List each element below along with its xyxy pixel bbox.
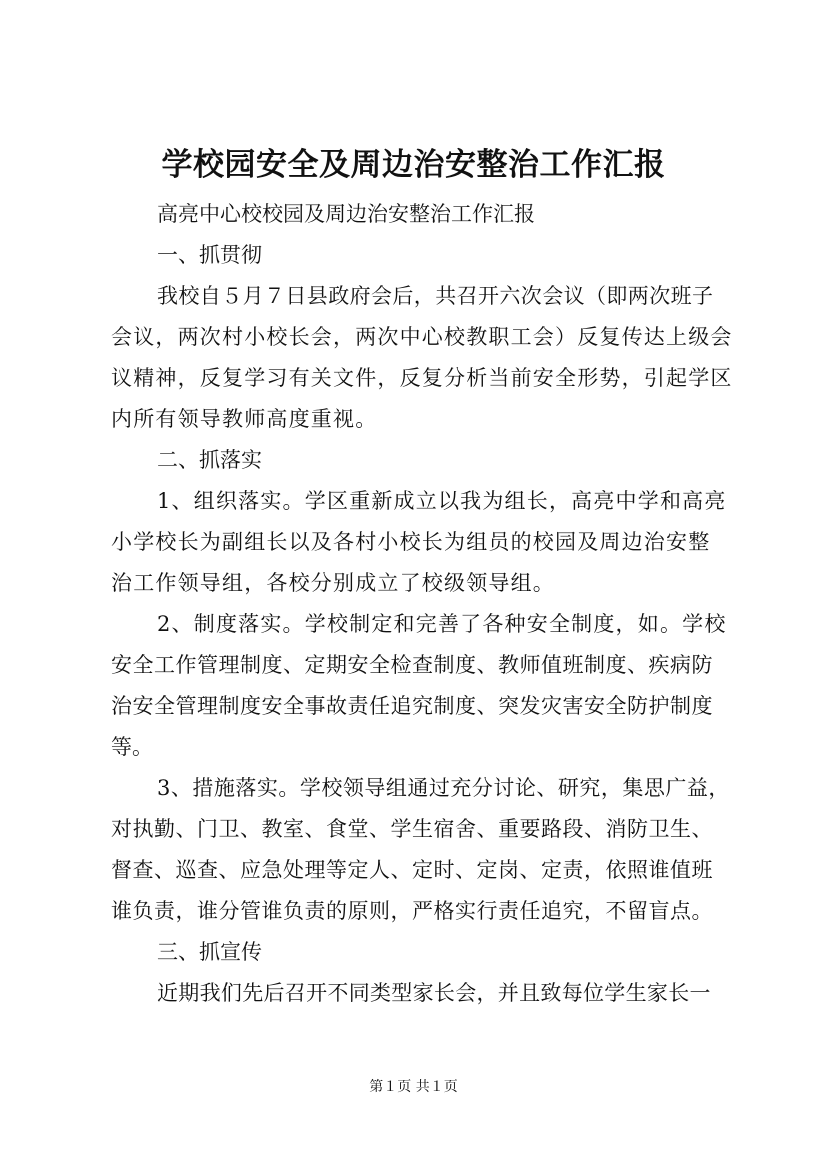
text-line: 督查、巡查、应急处理等定人、定时、定岗、定责，依照谁值班 bbox=[111, 858, 713, 882]
paragraph-heading-2 bbox=[111, 440, 751, 481]
document-title: 学校园安全及周边治安整治工作汇报 bbox=[161, 147, 666, 183]
text-line: 高亮中心校校园及周边治安整治工作汇报 bbox=[157, 202, 535, 226]
paragraph-body-2 bbox=[111, 481, 751, 604]
text-line: 等。 bbox=[111, 735, 153, 759]
text-line: 议精神，反复学习有关文件，反复分析当前安全形势，引起学区 bbox=[111, 366, 733, 390]
paragraph-heading-1 bbox=[111, 235, 751, 276]
paragraph-body-4 bbox=[111, 768, 751, 932]
text-line: 对执勤、门卫、教室、食堂、学生宿舍、重要路段、消防卫生、 bbox=[111, 817, 713, 841]
paragraph-body-3 bbox=[111, 604, 751, 768]
paragraph-heading-3 bbox=[111, 932, 751, 973]
text-line: 内所有领导教师高度重视。 bbox=[111, 407, 378, 431]
text-line: 小学校长为副组长以及各村小校长为组员的校园及周边治安整 bbox=[111, 530, 711, 554]
text-line: 1、组织落实。学区重新成立以我为组长，高亮中学和高亮 bbox=[157, 489, 727, 513]
text-line: 三、抓宣传 bbox=[157, 940, 262, 964]
paragraph-body-1 bbox=[111, 276, 751, 440]
text-line: 安全工作管理制度、定期安全检查制度、教师值班制度、疾病防 bbox=[111, 653, 713, 677]
text-line: 3、措施落实。学校领导组通过充分讨论、研究，集思广益， bbox=[157, 776, 730, 800]
text-line: 谁负责，谁分管谁负责的原则，严格实行责任追究，不留盲点。 bbox=[111, 899, 713, 923]
text-line: 会议，两次村小校长会，两次中心校教职工会）反复传达上级会 bbox=[111, 325, 733, 349]
text-line: 二、抓落实 bbox=[157, 448, 262, 472]
text-line: 我校自５月７日县政府会后，共召开六次会议（即两次班子 bbox=[157, 284, 714, 308]
paragraph-subtitle bbox=[111, 194, 751, 235]
paragraph-body-5 bbox=[111, 973, 751, 1014]
page-footer: 第１页 共１页 bbox=[369, 1079, 458, 1095]
text-line: 近期我们先后召开不同类型家长会，并且致每位学生家长一 bbox=[157, 981, 711, 1005]
text-line: 治安全管理制度安全事故责任追究制度、突发灾害安全防护制度 bbox=[111, 694, 713, 718]
text-line: 一、抓贯彻 bbox=[157, 243, 262, 267]
text-line: 治工作领导组，各校分别成立了校级领导组。 bbox=[111, 571, 555, 595]
text-line: 2、制度落实。学校制定和完善了各种安全制度，如。学校 bbox=[157, 612, 727, 636]
